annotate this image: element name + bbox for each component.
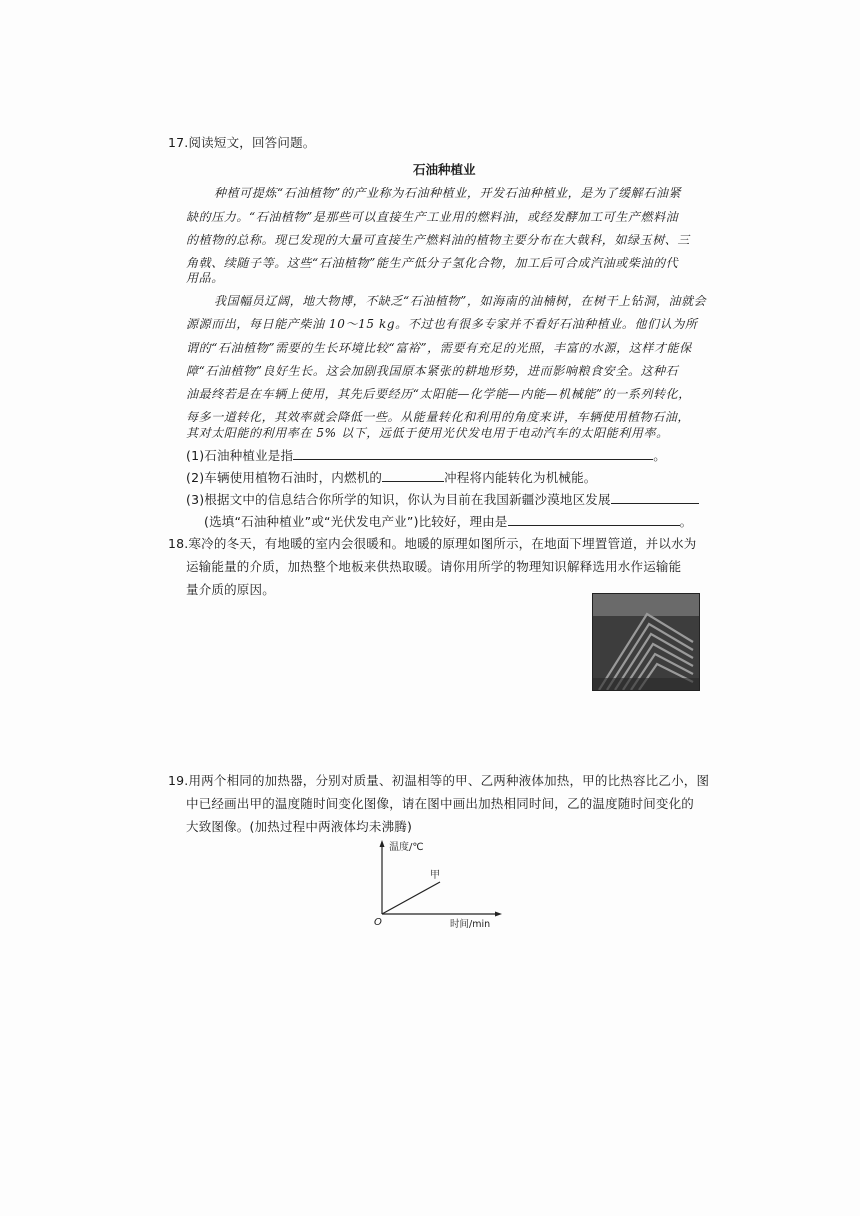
- passage-title: 石油种植业: [413, 162, 476, 177]
- q17-sub3-blank-choice[interactable]: [611, 491, 699, 504]
- passage-p1-line-3: 的植物的总称。现已发现的大量可直接生产燃料油的植物主要分布在大戟科，如绿玉树、三: [186, 233, 691, 247]
- x-axis-arrow: [495, 912, 502, 917]
- passage-p2-line-2: 源源而出，每日能产柴油 10～15 kg。不过也有很多专家并不看好石油种植业。他们认为所: [186, 317, 698, 331]
- passage-p1-line-4: 角戟、续随子等。这些“石油植物”能生产低分子氢化合物，加工后可合成汽油或柴油的代: [186, 256, 679, 270]
- q17-stem: 17.阅读短文，回答问题。: [168, 135, 316, 150]
- q17-sub1-blank[interactable]: [293, 447, 653, 460]
- floor-heating-pipes-image: [593, 594, 699, 690]
- series-jia-line: [382, 882, 440, 914]
- q17-sub1-text: (1)石油种植业是指: [186, 448, 294, 463]
- q17-sub3-line1: [186, 490, 699, 508]
- q17-sub3-line2: [204, 512, 692, 530]
- y-axis-arrow: [380, 840, 385, 847]
- q19-line-3: 大致图像。(加热过程中两液体均未沸腾): [186, 819, 413, 834]
- q17-sub3-blank-reason[interactable]: [508, 513, 680, 526]
- y-axis-label: 温度/℃: [389, 842, 424, 853]
- floor-heating-photo: [592, 593, 700, 691]
- passage-p1-line-1: 种植可提炼“石油植物”的产业称为石油种植业，开发石油种植业，是为了缓解石油紧: [214, 186, 682, 200]
- series-jia-label: 甲: [430, 870, 440, 881]
- passage-p2-line-7: 其对太阳能的利用率在 5% 以下，远低于使用光伏发电用于电动汽车的太阳能利用率。: [186, 426, 669, 440]
- q17-sub1: [186, 446, 666, 464]
- passage-p2-line-3: 谓的“石油植物”需要的生长环境比较“富裕”，需要有充足的光照，丰富的水源，这样才能保: [186, 341, 692, 355]
- passage-p1-line-2: 缺的压力。“石油植物”是那些可以直接生产工业用的燃料油，或经发酵加工可生产燃料油: [186, 210, 679, 224]
- q17-sub2-text-a: (2)车辆使用植物石油时，内燃机的: [186, 470, 383, 485]
- x-axis-label: 时间/min: [450, 919, 491, 930]
- q19-line-1: 19.用两个相同的加热器，分别对质量、初温相等的甲、乙两种液体加热，甲的比热容比乙小，图: [168, 773, 710, 788]
- q18-line-1: 18.寒冷的冬天，有地暖的室内会很暖和。地暖的原理如图所示，在地面下埋置管道，并以水为: [168, 536, 697, 551]
- q17-sub3-text-b: (选填“石油种植业”或“光伏发电产业”)比较好，理由是: [204, 514, 508, 529]
- q17-sub1-end: 。: [653, 448, 666, 463]
- q17-sub3-end: 。: [679, 514, 693, 529]
- passage-p2-line-6: 每多一道转化，其效率就会降低一些。从能量转化和利用的角度来讲，车辆使用植物石油，: [186, 410, 691, 424]
- passage-p2-line-1: 我国幅员辽阔，地大物博，不缺乏“石油植物”，如海南的油楠树，在树干上钻洞，油就会: [214, 294, 707, 308]
- passage-p1-line-5: 用品。: [186, 271, 224, 285]
- temperature-time-graph[interactable]: [370, 838, 510, 930]
- q17-sub3-text-a: (3)根据文中的信息结合你所学的知识，你认为目前在我国新疆沙漠地区发展: [186, 492, 611, 507]
- q18-line-2: 运输能量的介质，加热整个地板来供热取暖。请你用所学的物理知识解释选用水作运输能: [186, 559, 682, 574]
- q18-line-3: 量介质的原因。: [186, 582, 275, 597]
- q17-sub2: [186, 468, 597, 486]
- origin-label: O: [374, 917, 382, 928]
- passage-p2-line-4: 障“石油植物”良好生长。这会加剧我国原本紧张的耕地形势，进而影响粮食安全。这种石: [186, 364, 679, 378]
- passage-p2-line-5: 油最终若是在车辆上使用，其先后要经历“太阳能—化学能—内能—机械能”的一系列转化，: [186, 387, 691, 401]
- q19-line-2: 中已经画出甲的温度随时间变化图像，请在图中画出加热相同时间，乙的温度随时间变化的: [186, 796, 695, 811]
- q17-sub2-text-b: 冲程将内能转化为机械能。: [444, 470, 597, 485]
- q17-sub2-blank[interactable]: [382, 469, 444, 482]
